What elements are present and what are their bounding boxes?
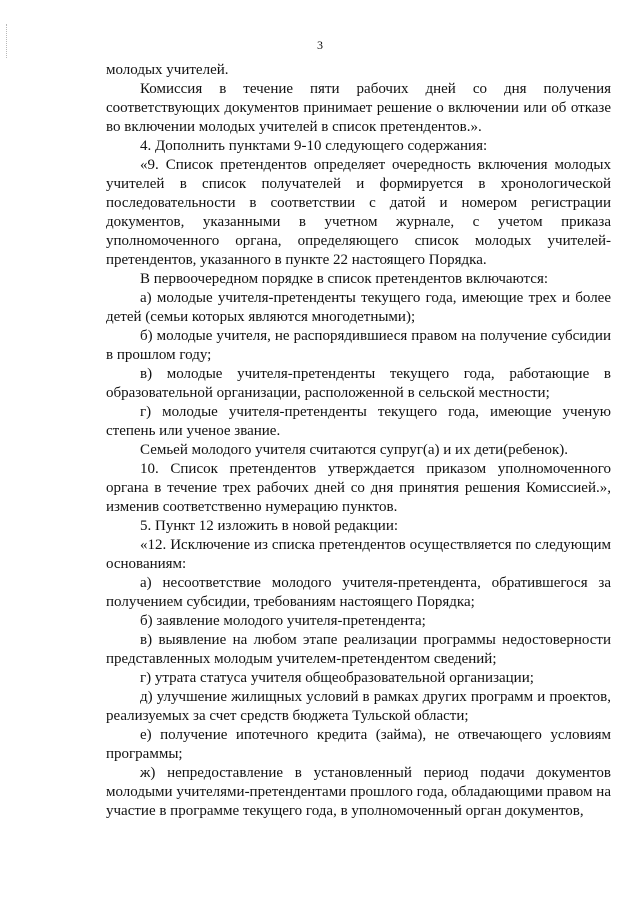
paragraph-amendment-5: 5. Пункт 12 изложить в новой редакции:	[140, 518, 399, 534]
document-body	[106, 61, 611, 821]
paragraph-exclusion-g: г) утрата статуса учителя общеобразовательной организации;	[140, 670, 534, 686]
page-number: 3	[317, 38, 323, 52]
paragraph-item-10: 10. Список претендентов утверждается приказом уполномоченного органа в течение трех рабочих дней со дня принятия решения Комиссией.», изменив соответственно нумерацию пунктов.	[106, 461, 611, 515]
paragraph-priority-a: а) молодые учителя-претенденты текущего года, имеющие трех и более детей (семьи которых являются многодетными);	[106, 290, 611, 325]
paragraph-priority-g: г) молодые учителя-претенденты текущего года, имеющие ученую степень или ученое звание.	[106, 404, 611, 439]
paragraph-item-9: «9. Список претендентов определяет очередность включения молодых учителей в список получателей и формируется в хронологической последовательности в соответствии с датой и номером регистрации документов, указанными в учетном журнале, с учетом приказа уполномоченного органа, определяющего список молодых учителей-претендентов, указанного в пункте 22 настоящего Порядка.	[106, 157, 611, 268]
paragraph-priority-b: б) молодые учителя, не распорядившиеся правом на получение субсидии в прошлом году;	[106, 328, 611, 363]
paragraph-priority-intro: В первоочередном порядке в список претендентов включаются:	[140, 271, 549, 287]
paragraph-commission-decision: Комиссия в течение пяти рабочих дней со дня получения соответствующих документов принимает решение о включении или об отказе во включении молодых учителей в список претендентов.».	[106, 81, 611, 135]
paragraph-exclusion-zh: ж) непредоставление в установленный период подачи документов молодыми учителями-претендентами прошлого года, обладающими правом на участие в программе текущего года, в уполномоченный орган документов,	[106, 765, 611, 819]
paragraph-family-definition: Семьей молодого учителя считаются супруг(а) и их дети(ребенок).	[140, 442, 568, 458]
paragraph-continuation: молодых учителей.	[106, 62, 229, 78]
paragraph-item-12: «12. Исключение из списка претендентов осуществляется по следующим основаниям:	[106, 537, 611, 572]
paragraph-exclusion-v: в) выявление на любом этапе реализации программы недостоверности представленных молодым учителем-претендентом сведений;	[106, 632, 611, 667]
paragraph-amendment-4: 4. Дополнить пунктами 9-10 следующего содержания:	[140, 138, 488, 154]
paragraph-exclusion-b: б) заявление молодого учителя-претендента;	[140, 613, 426, 629]
paragraph-priority-v: в) молодые учителя-претенденты текущего года, работающие в образовательной организации, расположенной в сельской местности;	[106, 366, 611, 401]
paragraph-exclusion-d: д) улучшение жилищных условий в рамках других программ и проектов, реализуемых за счет средств бюджета Тульской области;	[106, 689, 611, 724]
paragraph-exclusion-e: е) получение ипотечного кредита (займа), не отвечающего условиям программы;	[106, 727, 611, 762]
paragraph-exclusion-a: а) несоответствие молодого учителя-претендента, обратившегося за получением субсидии, требованиям настоящего Порядка;	[106, 575, 611, 610]
